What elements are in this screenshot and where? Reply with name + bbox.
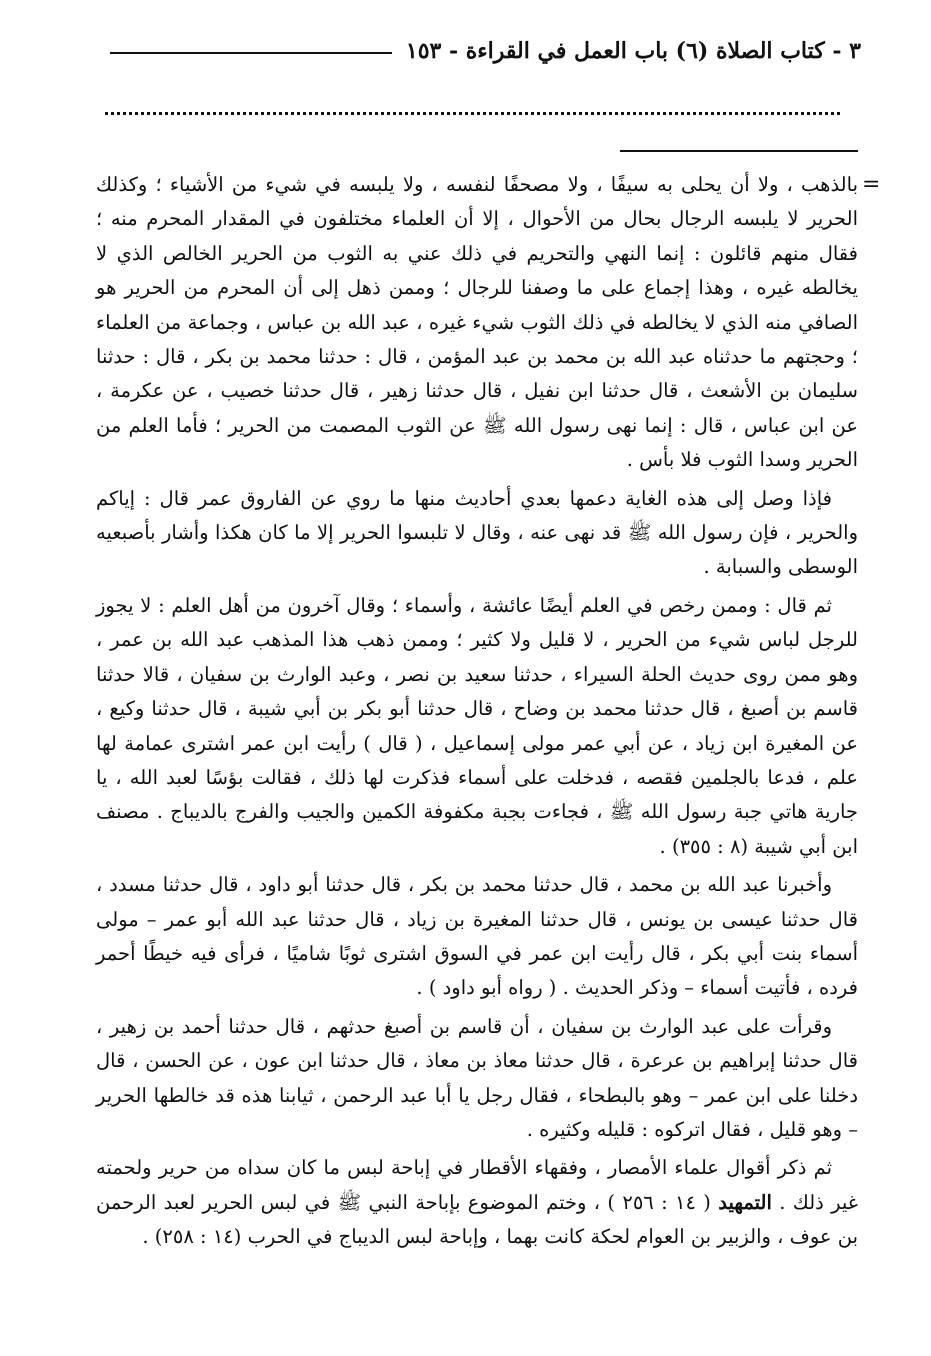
paragraph-6: [96, 1151, 858, 1254]
paragraph-1: بالذهب ، ولا أن يحلى به سيفًا ، ولا مصحفًا لنفسه ، ولا يلبسه في شيء من الأشياء ؛ وكذلك الحرير لا يلبسه الرجال بحال من الأحوال ، إلا أن العلماء مختلفون في المقدار المحرم منه ؛ فقال منهم قائلون : إنما النهي والتحريم في ذلك عني به الثوب من الحرير الخالص الذي لا يخالطه غيره ، وهذا إجماع على ما وصفنا للرجال ؛ وممن ذهل إلى أن المحرم من الحرير هو الصافي منه الذي لا يخالطه في ذلك الثوب شيء غيره ، عبد الله بن عباس ، وجماعة من العلماء ؛ وحجتهم ما حدثناه عبد الله بن محمد بن عبد المؤمن ، قال : حدثنا محمد بن بكر ، قال : حدثنا سليمان بن الأشعث ، قال حدثنا ابن نفيل ، قال حدثنا زهير ، قال حدثنا خصيب ، عن عكرمة ، عن ابن عباس ، قال : إنما نهى رسول الله ﷺ عن الثوب المصمت من الحرير ؛ فأما العلم من الحرير وسدا الثوب فلا بأس .: [96, 173, 858, 472]
commentary-body: [96, 168, 858, 1259]
header-rule: [110, 52, 392, 54]
running-title: ٣ - كتاب الصلاة (٦) باب العمل في القراءة - ١٥٣: [405, 38, 861, 64]
footnote-rule: [620, 150, 858, 152]
running-header: [110, 38, 861, 64]
source-citation: ( ١٤ : ٢٥٦ ) ، وختم الموضوع بإباحة النبي ﷺ في لبس الحرير لعبد الرحمن بن عوف ، والزبير بن العوام لحكة كانت بهما ، وإباحة لبس الديباج في الحرب (١٤ : ٢٥٨) .: [96, 1190, 858, 1249]
dotted-separator: [105, 112, 840, 115]
paragraph-5: وقرأت على عبد الوارث بن سفيان ، أن قاسم بن أصبغ حدثهم ، قال حدثنا أحمد بن زهير ، قال حدثنا إبراهيم بن عرعرة ، قال حدثنا معاذ بن معاذ ، قال حدثنا ابن عون ، عن الحسن ، قال دخلنا على ابن عمر – وهو بالبطحاء ، فقال رجل يا أبا عبد الرحمن ، ثيابنا هذه قد خالطها الحرير – وهو قليل ، فقال اتركوه : قليله وكثيره .: [96, 1014, 858, 1141]
paragraph-6-text: ثم ذكر أقوال علماء الأمصار ، وفقهاء الأقطار في إباحة لبس ما كان سداه من حرير ولحمته غير ذلك .: [96, 1156, 858, 1214]
continuation-mark: =: [862, 172, 881, 197]
source-label: التمهيد: [718, 1190, 772, 1214]
paragraph-4: وأخبرنا عبد الله بن محمد ، قال حدثنا محمد بن بكر ، قال حدثنا أبو داود ، قال حدثنا مسدد ، قال حدثنا عيسى بن يونس ، قال حدثنا المغيرة بن زياد ، قال حدثنا عبد الله أبو عمر – مولى أسماء بنت أبي بكر ، قال رأيت ابن عمر في السوق اشترى ثوبًا شاميًا ، فرأى فيه خيطًا أحمر فرده ، فأتيت أسماء – وذكر الحديث . ( رواه أبو داود ) .: [96, 873, 858, 1000]
paragraph-2: فإذا وصل إلى هذه الغاية دعمها بعدي أحاديث منها ما روي عن الفاروق عمر قال : إياكم والحرير ، فإن رسول الله ﷺ قد نهى عنه ، وقال لا تلبسوا الحرير إلا ما كان هكذا وأشار بأصبعيه الوسطى والسبابة .: [96, 486, 858, 579]
paragraph-3: ثم قال : وممن رخص في العلم أيضًا عائشة ، وأسماء ؛ وقال آخرون من أهل العلم : لا يجوز للرجل لباس شيء من الحرير ، لا قليل ولا كثير ؛ وممن ذهب هذا المذهب عبد الله بن عمر ، وهو ممن روى حديث الحلة السيراء ، حدثنا سعيد بن نصر ، وعبد الوارث بن سفيان ، قالا حدثنا قاسم بن أصبغ ، قال حدثنا محمد بن وضاح ، قال حدثنا أبو بكر بن أبي شيبة ، قال حدثنا وكيع ، عن المغيرة ابن زياد ، عن أبي عمر مولى إسماعيل ، ( قال ) رأيت ابن عمر اشترى عمامة لها علم ، فدعا بالجلمين فقصه ، فدخلت على أسماء فذكرت لها ذلك ، فقالت بؤسًا لعبد الله ، يا جارية هاتي جبة رسول الله ﷺ ، فجاءت بجبة مكفوفة الكمين والجيب والفرج بالديباج . مصنف ابن أبي شيبة (٨ : ٣٥٥) .: [96, 593, 858, 858]
